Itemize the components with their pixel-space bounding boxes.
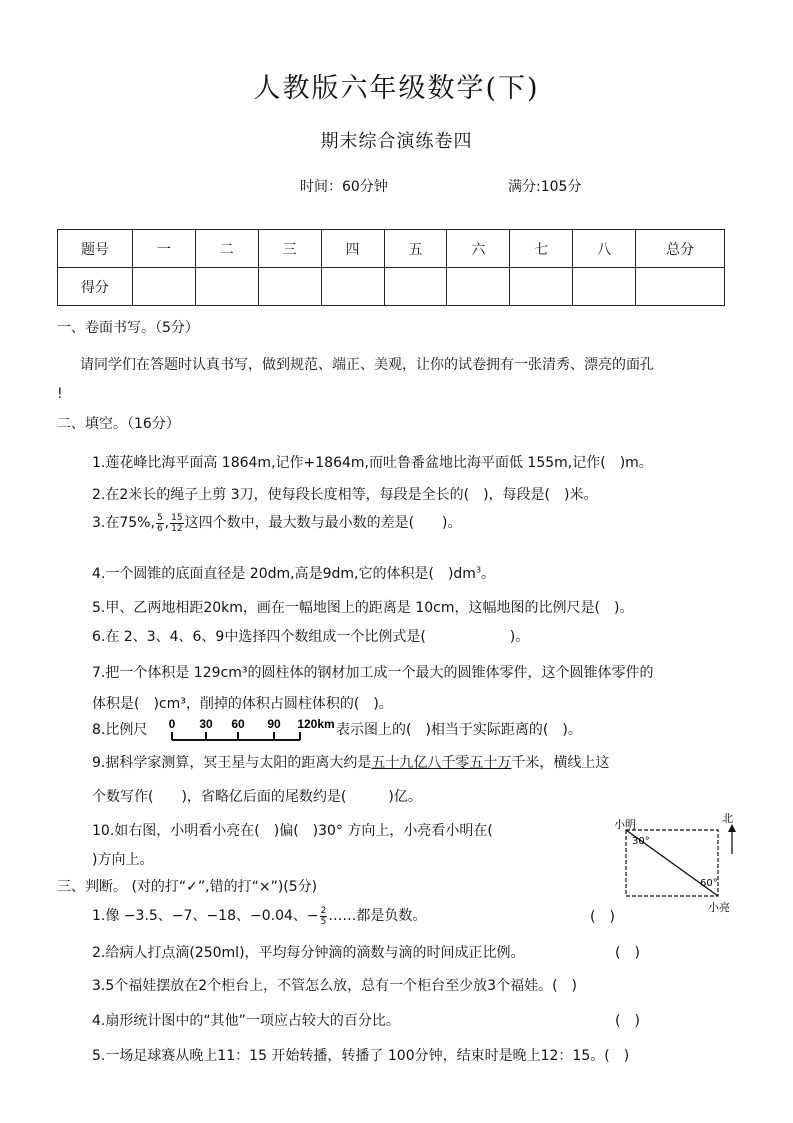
fraction-5-6: $\frac{5}{6}$: [156, 512, 163, 534]
question-3-4: 4.扇形统计图中的“其他”一项应占较大的百分比。: [92, 1013, 400, 1029]
question-3-2: 2.给病人打点滴(250ml)，平均每分钟滴的滴数与滴的时间成正比例。: [92, 945, 525, 961]
north-label: 北: [722, 812, 733, 825]
angle-60-label: 60°: [700, 878, 718, 889]
score-table-header: 总分: [636, 230, 725, 268]
question-2-10-line-1: 10.如右图，小明看小亮在( )偏( )30° 方向上，小亮看小明在(: [92, 823, 493, 839]
section-3-title: 三、判断。 (对的打“✓”,错的打“×”)(5分): [57, 879, 318, 895]
score-table-header: 七: [510, 230, 573, 268]
page-subtitle: 期末综合演练卷四: [320, 131, 473, 152]
scale-bar: [150, 715, 340, 745]
label-xiaoming: 小明: [614, 818, 636, 831]
scale-tick-label: 30: [199, 717, 213, 731]
q3-text-a: 3.在75%,: [92, 515, 155, 531]
score-table-header: 五: [384, 230, 447, 268]
score-table-header: 三: [258, 230, 321, 268]
score-cell[interactable]: [132, 268, 195, 306]
scale-tick-label: 60: [231, 717, 245, 731]
fraction-15-12: $\frac{15}{12}$: [171, 512, 183, 534]
scale-tick-label: 120km: [297, 717, 335, 731]
score-table-header: 一: [132, 230, 195, 268]
score-cell[interactable]: [447, 268, 510, 306]
question-2-8-text: 表示图上的( )相当于实际距离的( )。: [336, 722, 582, 738]
question-2-8-label: 8.比例尺: [92, 722, 148, 738]
score-cell[interactable]: [573, 268, 636, 306]
score-table: [57, 229, 725, 306]
question-2-6: 6.在 2、3、4、6、9中选择四个数组成一个比例式是( )。: [92, 629, 530, 645]
score-cell[interactable]: [510, 268, 573, 306]
question-2-3: 3.在75%, $\frac{5}{6}$ , $\frac{15}{12}$ 这四个数中，最大数与最小数的差是( )。: [92, 512, 462, 534]
question-2-7-line-2: 体积是( )cm³，削掉的体积占圆柱体积的( )。: [92, 696, 393, 712]
score-cell[interactable]: [636, 268, 725, 306]
answer-paren[interactable]: ( ): [615, 1013, 640, 1029]
north-arrow-icon: [728, 824, 736, 832]
question-2-2: 2.在2米长的绳子上剪 3刀，使每段长度相等，每段是全长的( )，每段是( )米。: [92, 487, 598, 503]
score-table-header: 二: [195, 230, 258, 268]
direction-diagram: [612, 806, 762, 918]
answer-paren[interactable]: ( ): [615, 945, 640, 961]
label-xiaoliang: 小亮: [708, 901, 730, 914]
answer-paren[interactable]: ( ): [590, 909, 615, 925]
page-title: 人教版六年级数学(下): [253, 73, 540, 104]
exam-full-score: 满分:105分: [508, 179, 582, 195]
score-cell[interactable]: [195, 268, 258, 306]
score-table-header: 六: [447, 230, 510, 268]
score-row-label: 得分: [58, 268, 133, 306]
question-2-7-line-1: 7.把一个体积是 129cm³的圆柱体的钢材加工成一个最大的圆锥体零件，这个圆锥体零件的: [92, 665, 654, 681]
score-cell[interactable]: [321, 268, 384, 306]
fraction-2-5: $\frac{2}{5}$: [320, 905, 327, 927]
score-cell[interactable]: [384, 268, 447, 306]
score-table-header: 题号: [58, 230, 133, 268]
underlined-number: 五十九亿八千零五十万: [371, 755, 512, 771]
question-3-1: 1.像 −3.5、−7、−18、−0.04、− $\frac{2}{5}$ ……都是负数。: [92, 905, 427, 927]
section-1-text: 请同学们在答题时认真书写，做到规范、端正、美观，让你的试卷拥有一张清秀、漂亮的面孔: [80, 357, 654, 373]
score-table-score-row: [58, 268, 725, 306]
question-2-9-line-1: 9.据科学家测算，冥王星与太阳的距离大约是五十九亿八千零五十万千米，横线上这: [92, 755, 610, 771]
section-2-title: 二、填空。（16分）: [57, 416, 180, 432]
score-cell[interactable]: [258, 268, 321, 306]
question-3-3: 3.5个福娃摆放在2个柜台上，不管怎么放，总有一个柜台至少放3个福娃。( ): [92, 978, 578, 994]
angle-30-label: 30°: [632, 836, 650, 847]
score-table-header-row: [58, 230, 725, 268]
scale-tick-label: 0: [168, 717, 176, 731]
question-3-5: 5.一场足球赛从晚上11：15 开始转播，转播了 100分钟，结束时是晚上12：15。( ): [92, 1048, 630, 1064]
score-table-header: 四: [321, 230, 384, 268]
section-1-text-end: !: [57, 386, 63, 402]
question-2-10-line-2: )方向上。: [92, 852, 154, 868]
question-2-9-line-2: 个数写作( )，省略亿后面的尾数约是( )亿。: [92, 789, 422, 805]
section-1-title: 一、卷面书写。（5分）: [57, 320, 199, 336]
question-2-4: 4.一个圆锥的底面直径是 20dm,高是9dm,它的体积是( )$dm^3$。: [92, 565, 496, 582]
exam-time: 时间：60分钟: [300, 179, 388, 195]
question-2-5: 5.甲、乙两地相距20km，画在一幅地图上的距离是 10cm，这幅地图的比例尺是( )。: [92, 600, 634, 616]
scale-tick-label: 90: [267, 717, 281, 731]
q3-text-b: 这四个数中，最大数与最小数的差是( )。: [184, 515, 462, 531]
question-2-1: 1.莲花峰比海平面高 1864m,记作+1864m,而吐鲁番盆地比海平面低 155m,记作( )m。: [92, 455, 653, 471]
score-table-header: 八: [573, 230, 636, 268]
